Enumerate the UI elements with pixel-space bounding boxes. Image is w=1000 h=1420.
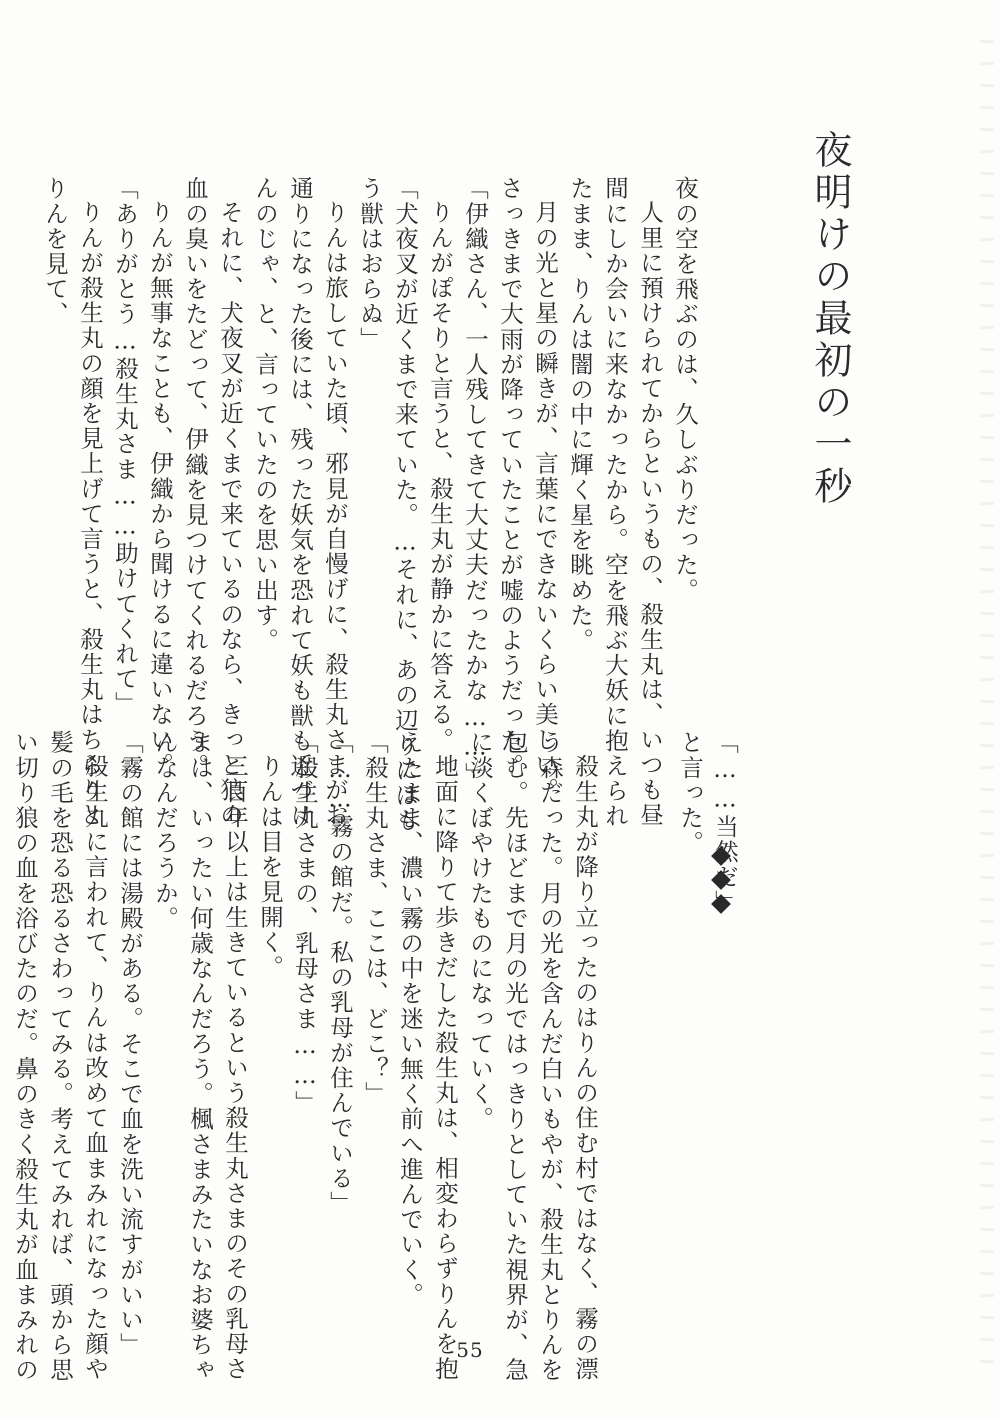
text-line: 夜の空を飛ぶのは、久しぶりだった。: [671, 176, 699, 603]
text-line: 「伊織さん、一人残してきて大丈夫だったかな……」: [461, 176, 489, 788]
text-line: 殺生丸が降り立ったのはりんの住む村ではなく、霧の漂: [571, 754, 599, 1382]
text-line: それに、犬夜叉が近くまで来ているのなら、きっと狼の: [216, 200, 244, 828]
text-line: 三百年以上は生きているという殺生丸さまのその乳母さ: [221, 754, 249, 1382]
text-line: りんがぽそりと言うと、殺生丸が静かに答える。: [426, 200, 454, 753]
text-line: 殺生丸に言われて、りんは改めて血まみれになった顔や: [81, 754, 109, 1382]
text-line: りんは目を見開く。: [256, 754, 284, 980]
text-line: 「殺生丸さまの、乳母さま……」: [291, 730, 319, 1116]
text-line: 地面に降りて歩きだした殺生丸は、相変わらずりんを抱: [431, 754, 459, 1382]
text-line: [637, 730, 672, 1320]
text-line: さっきまで大雨が降っていたことが嘘のようだった。: [496, 176, 524, 779]
text-line: たまま、りんは闇の中に輝く星を眺めた。: [566, 176, 594, 653]
text-line: 人里に預けられてからというもの、殺生丸は、いつも昼: [636, 200, 664, 828]
page-number: 55: [456, 1338, 484, 1362]
text-line: [602, 730, 637, 1320]
text-line: 髪の毛を恐る恐るさわってみる。考えてみれば、頭から思: [46, 730, 74, 1383]
text-line: い切り狼の血を浴びたのだ。鼻のきく殺生丸が血まみれの: [11, 730, 39, 1383]
text-line: 「霧の館には湯殿がある。そこで血を洗い流すがいい」: [116, 730, 144, 1358]
text-line: りんが無事なことも、伊織から聞けるに違いない。: [146, 200, 174, 778]
text-line: えたまま、濃い霧の中を迷い無く前へ進んでいく。: [396, 730, 424, 1308]
text-line: 「ありがとう…殺生丸さま……助けてくれて」: [111, 176, 139, 717]
text-line: りんが殺生丸の顔を見上げて言うと、殺生丸はちらりと: [76, 200, 104, 828]
text-line: 「……霧の館だ。私の乳母が住んでいる」: [326, 730, 354, 1216]
text-line: んなんだろうか。: [151, 730, 179, 931]
text-line: う森だった。月の光を含んだ白いもやが、殺生丸とりんを: [536, 730, 564, 1383]
text-line: う獣はおらぬ」: [356, 176, 384, 352]
text-line: 間にしか会いに来なかったから。空を飛ぶ大妖に抱えられ: [601, 176, 629, 829]
text-line: 「犬夜叉が近くまで来ていた。…それに、あの辺りにはも: [391, 176, 419, 834]
text-line: 血の臭いをたどって、伊織を見つけてくれるだろう。: [181, 176, 209, 779]
text-line: 月の光と星の瞬きが、言葉にできないくらい美しい。: [531, 200, 559, 803]
text-line: 「殺生丸さま、ここは、どこ？」: [361, 730, 389, 1107]
text-line: 通りになった後には、残った妖気を恐れて妖も獣も近づけ: [286, 176, 314, 829]
text-line: 「……当然だ」: [711, 730, 739, 915]
text-line: 包む。先ほどまで月の光ではっきりとしていた視界が、急: [501, 730, 529, 1383]
text-line: まは、いったい何歳なんだろう。楓さまみたいなお婆ちゃ: [186, 730, 214, 1383]
text-line: と言った。: [676, 730, 704, 856]
text-line: りんは旅していた頃、邪見が自慢げに、殺生丸さまがお: [321, 200, 349, 828]
page-edge-shadow: [980, 40, 994, 1380]
chapter-title: 夜明けの最初の一秒: [808, 130, 852, 508]
text-line: んのじゃ、と、言っていたのを思い出す。: [251, 176, 279, 653]
text-line: りんを見て、: [41, 176, 69, 327]
text-line: に淡くぼやけたものになっていく。: [466, 730, 494, 1132]
